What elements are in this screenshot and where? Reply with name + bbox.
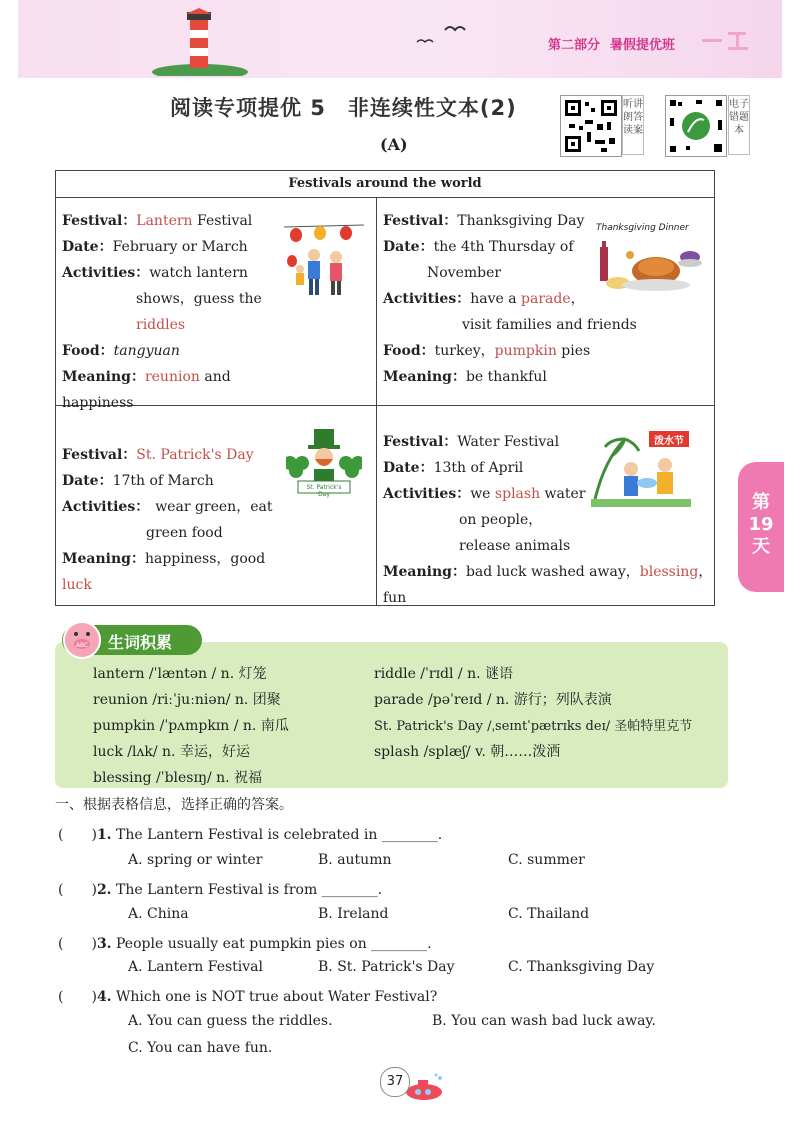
festival-name-highlight: Lantern	[136, 213, 193, 229]
food-highlight: pumpkin	[494, 343, 557, 359]
lighthouse-illustration	[150, 8, 250, 76]
field-label: Meaning：	[383, 369, 466, 385]
festival-table	[55, 170, 715, 606]
option-b[interactable]: B. autumn	[318, 852, 392, 868]
day-tab-line: 第	[752, 492, 770, 513]
field-label: Festival：	[62, 213, 137, 229]
thanksgiving-illustration	[594, 221, 704, 301]
question-text: People usually eat pumpkin pies on ________.	[116, 936, 432, 952]
field-label: Festival：	[62, 447, 137, 463]
festival-name: Festival	[192, 213, 253, 229]
vocab-entry: reunion /riːˈjuːniən/ n. 团聚	[93, 692, 281, 708]
question-3	[58, 933, 432, 953]
day-tab	[738, 462, 784, 592]
question-1	[58, 824, 442, 844]
turkey-dinner-icon	[594, 237, 704, 301]
section-label: (A)	[380, 135, 408, 154]
festival-date: 17th of March	[112, 473, 214, 489]
festival-date: February or March	[112, 239, 248, 255]
field-label: Activities：	[62, 265, 150, 281]
field-label: Festival：	[383, 434, 458, 450]
lantern-festival-illustration	[284, 221, 364, 301]
illustration-caption: Thanksgiving Dinner	[596, 223, 689, 233]
option-c[interactable]: C. Thailand	[508, 906, 590, 922]
festival-date: 13th of April	[433, 460, 524, 476]
question-text: Which one is NOT true about Water Festival?	[116, 989, 438, 1005]
question-number: 2.	[96, 882, 112, 898]
meaning-text: be thankful	[465, 369, 547, 385]
answer-blank[interactable]: ( )	[58, 827, 97, 843]
illustration-caption: 泼水节	[654, 436, 684, 447]
field-label: Festival：	[383, 213, 458, 229]
option-a[interactable]: A. China	[128, 906, 189, 922]
field-label: Activities：	[383, 486, 471, 502]
option-c[interactable]: C. summer	[508, 852, 585, 868]
field-label: Date：	[383, 460, 434, 476]
field-label: Food：	[62, 343, 114, 359]
piggy-bank-icon	[62, 620, 102, 660]
svg-text:ABC: ABC	[75, 642, 89, 649]
meaning-text: bad luck washed away，	[465, 564, 640, 580]
questions-instruction: 一、根据表格信息，选择正确的答案。	[55, 797, 293, 813]
question-number: 4.	[96, 989, 112, 1005]
header-section: 第二部分	[548, 38, 601, 53]
meaning-highlight: reunion	[144, 369, 200, 385]
option-b[interactable]: B. You can wash bad luck away.	[432, 1013, 656, 1029]
activity-text: on people，	[459, 512, 543, 528]
option-b[interactable]: B. St. Patrick's Day	[318, 959, 455, 975]
day-tab-number: 19	[748, 514, 774, 535]
activity-text: we	[470, 486, 495, 502]
activity-text: wear green，eat	[155, 499, 273, 515]
header-decoration-icon	[702, 30, 752, 52]
birds-illustration	[415, 22, 475, 46]
day-tab-line: 天	[752, 536, 770, 557]
festival-date: the 4th Thursday of	[433, 239, 574, 255]
vocab-entry: St. Patrick's Day /ˌseɪntˈpætrɪks deɪ/ 圣帕特里克节	[374, 719, 693, 734]
question-text: The Lantern Festival is from ________.	[116, 882, 383, 898]
table-title: Festivals around the world	[56, 171, 714, 198]
answer-blank[interactable]: ( )	[58, 989, 97, 1005]
qr-right-tag: 电子错题本	[728, 95, 750, 155]
meaning-highlight: blessing	[639, 564, 699, 580]
vocab-entry: blessing /ˈblesɪŋ/ n. 祝福	[93, 770, 263, 786]
activity-text: visit families and friends	[462, 317, 637, 333]
field-label: Activities：	[62, 499, 150, 515]
page-title: 阅读专项提优 5 非连续性文本(2)	[170, 96, 517, 120]
activity-highlight: riddles	[136, 317, 186, 333]
activity-highlight: parade	[521, 291, 571, 307]
vocab-entry: lantern /ˈlæntən / n. 灯笼	[93, 666, 267, 682]
table-cell-st-patrick	[62, 442, 292, 598]
question-2	[58, 879, 382, 899]
activity-text: have a	[470, 291, 522, 307]
qr-code-icon[interactable]	[665, 95, 727, 157]
option-a[interactable]: A. spring or winter	[128, 852, 263, 868]
question-number: 3.	[96, 936, 112, 952]
qr-code-icon[interactable]	[560, 95, 622, 157]
activity-text: watch lantern	[149, 265, 248, 281]
meaning-text: and happiness	[62, 369, 231, 411]
option-a[interactable]: A. You can guess the riddles.	[128, 1013, 333, 1029]
festival-name: Water Festival	[457, 434, 560, 450]
option-a[interactable]: A. Lantern Festival	[128, 959, 263, 975]
field-label: Food：	[383, 343, 435, 359]
field-label: Date：	[62, 473, 113, 489]
activity-text: shows，guess the	[136, 291, 262, 307]
activity-text: release animals	[459, 538, 571, 554]
field-label: Activities：	[383, 291, 471, 307]
table-divider-vertical	[376, 197, 377, 605]
answer-blank[interactable]: ( )	[58, 936, 97, 952]
question-4	[58, 986, 437, 1006]
activity-highlight: splash	[494, 486, 541, 502]
field-label: Meaning：	[383, 564, 466, 580]
vocab-entry: pumpkin /ˈpʌmpkɪn / n. 南瓜	[93, 718, 289, 734]
meaning-text: ，fun	[383, 564, 713, 606]
activity-text: green food	[146, 525, 223, 541]
festival-name: Thanksgiving Day	[457, 213, 585, 229]
option-c[interactable]: C. You can have fun.	[128, 1040, 273, 1056]
field-label: Meaning：	[62, 369, 145, 385]
water-festival-illustration	[591, 429, 691, 507]
festival-date: November	[427, 265, 502, 281]
festival-name-highlight: St. Patrick's Day	[136, 447, 254, 463]
option-c[interactable]: C. Thanksgiving Day	[508, 959, 655, 975]
field-label: Meaning：	[62, 551, 145, 567]
vocab-entry: splash /splæʃ/ v. 朝……泼洒	[374, 744, 561, 760]
activity-text: water	[540, 486, 586, 502]
header-series-name: 暑假提优班	[610, 38, 676, 53]
meaning-text: happiness，good	[144, 551, 266, 567]
food-text: turkey，	[434, 343, 495, 359]
vocab-entry: riddle /ˈrɪdl / n. 谜语	[374, 666, 514, 682]
activity-text: ，	[570, 291, 585, 307]
meaning-highlight: luck	[62, 577, 92, 593]
question-text: The Lantern Festival is celebrated in ________.	[116, 827, 443, 843]
vocabulary-title: 生词积累	[108, 633, 173, 652]
option-b[interactable]: B. Ireland	[318, 906, 389, 922]
qr-left-tag: 听讲朗答读案	[622, 95, 644, 155]
question-number: 1.	[96, 827, 112, 843]
page-number: 37	[380, 1067, 410, 1097]
st-patrick-illustration	[286, 429, 362, 509]
answer-blank[interactable]: ( )	[58, 882, 97, 898]
vocab-entry: parade /pəˈreɪd / n. 游行；列队表演	[374, 692, 612, 708]
header-series	[548, 34, 685, 53]
field-label: Date：	[383, 239, 434, 255]
table-cell-lantern	[62, 208, 282, 416]
illustration-caption: St. Patrick's Day	[306, 484, 342, 498]
field-label: Date：	[62, 239, 113, 255]
food-text: tangyuan	[113, 343, 180, 359]
food-text: pies	[556, 343, 591, 359]
vocab-entry: luck /lʌk/ n. 幸运，好运	[93, 744, 250, 760]
